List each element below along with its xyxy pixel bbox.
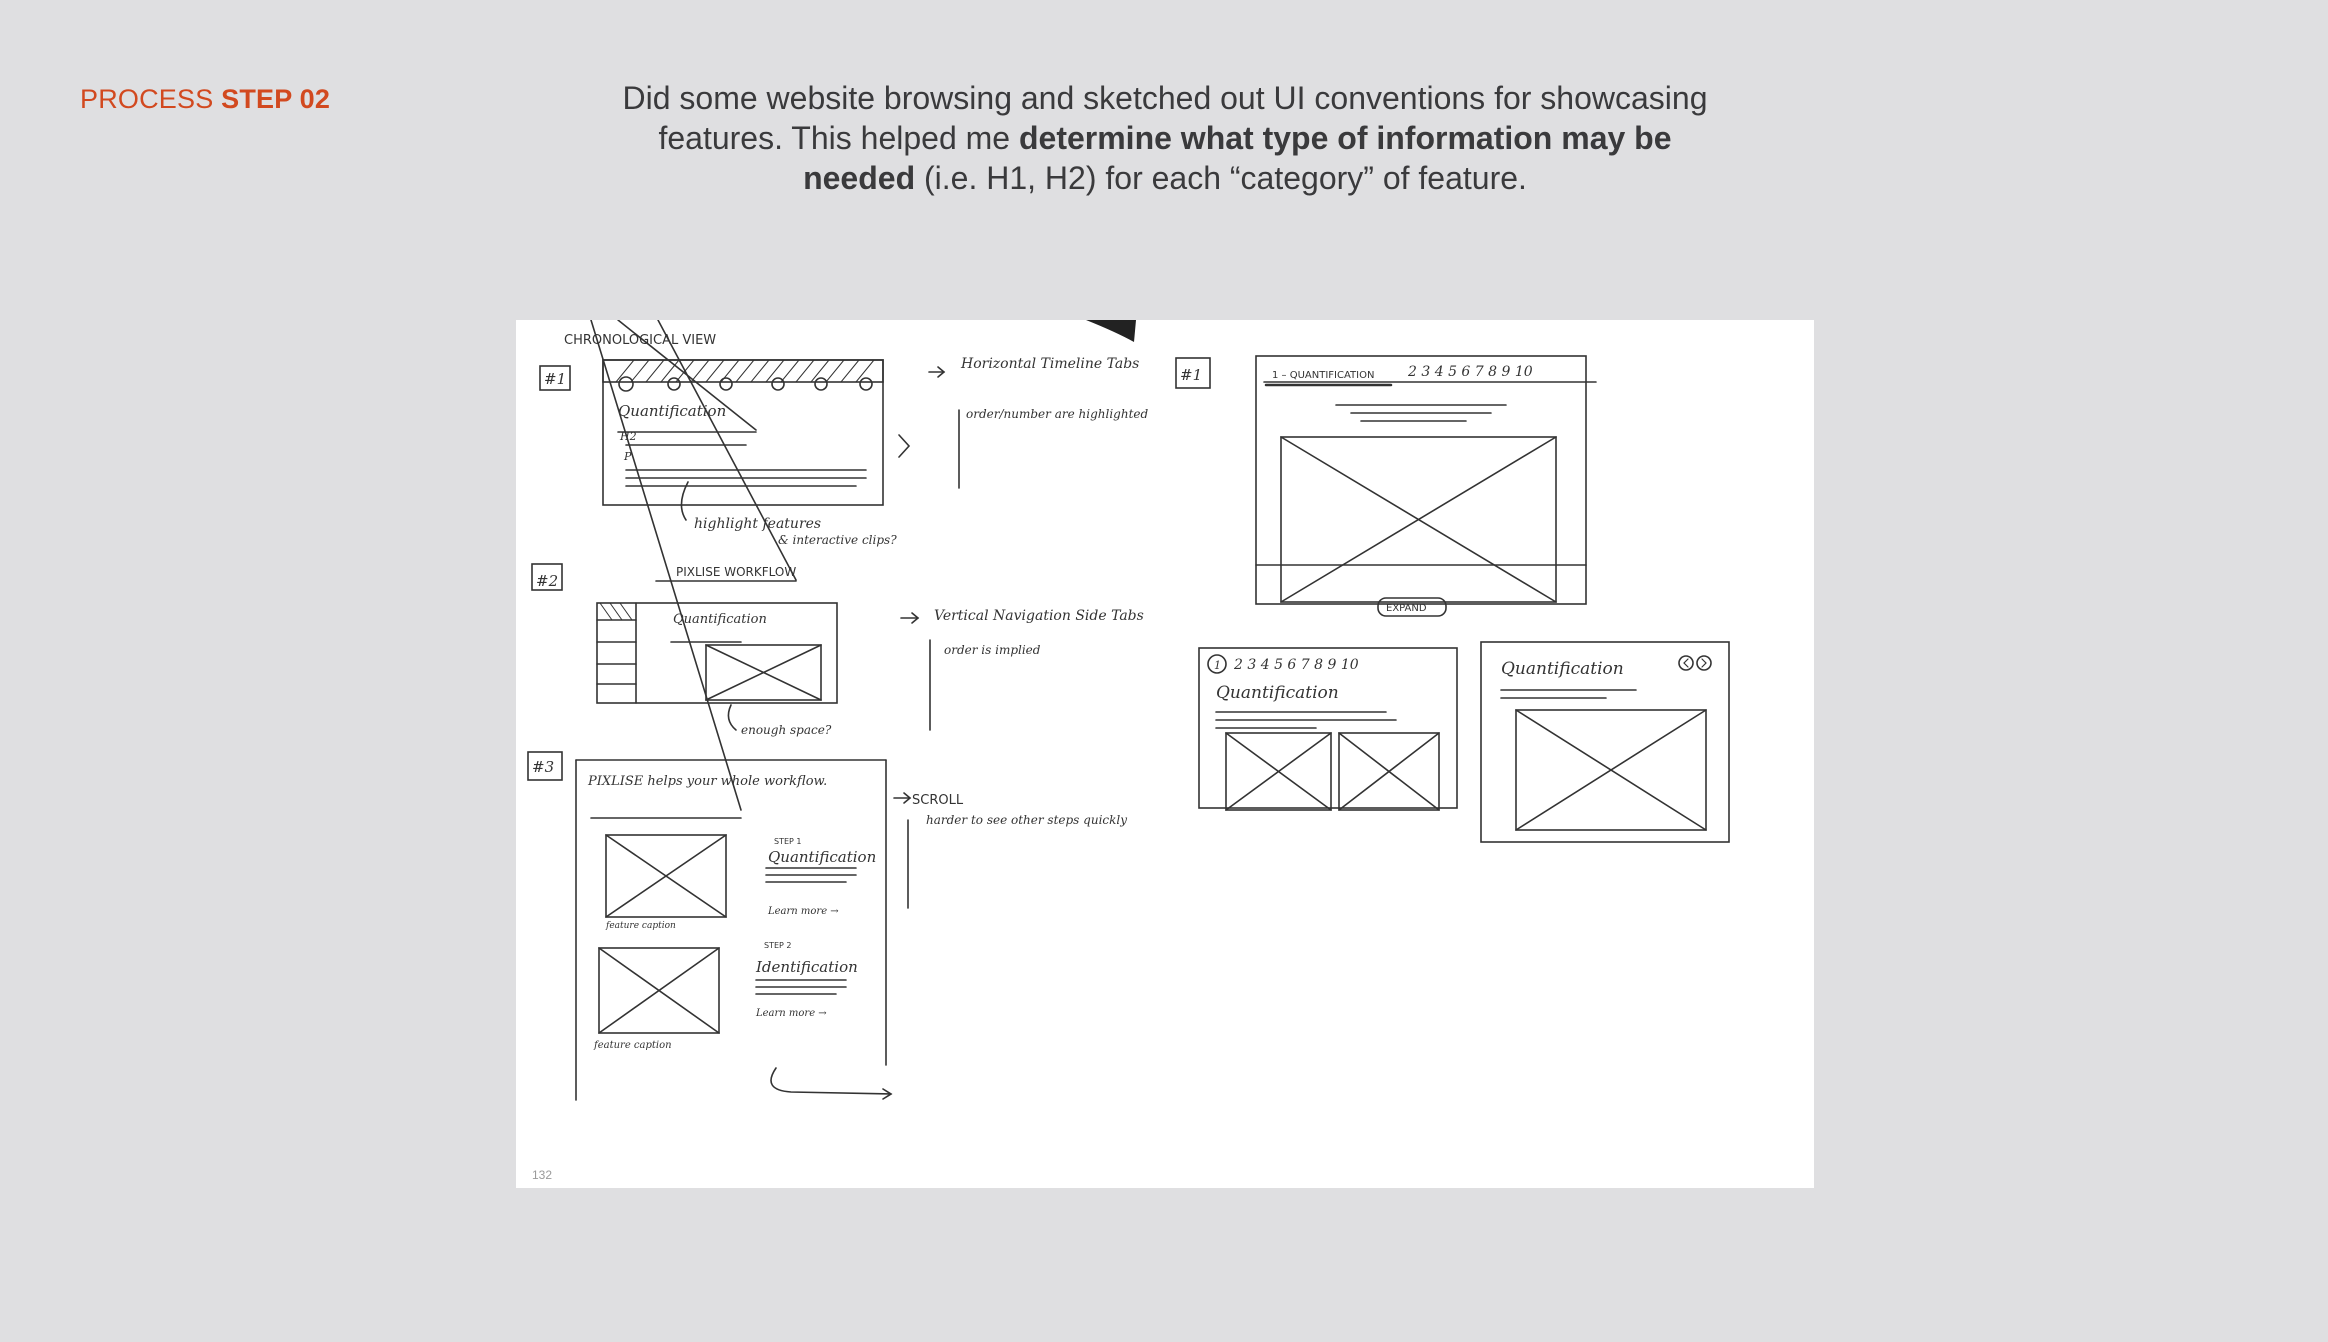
carousel-heading: Quantification	[1501, 659, 1624, 679]
opt3-note-body: harder to see other steps quickly	[926, 813, 1128, 827]
right-tab-numbers: 2 3 4 5 6 7 8 9 10	[1408, 364, 1533, 380]
intro-text-1: Did some website browsing and sketched out UI conventions for showcasing features. This helped me	[622, 80, 1708, 156]
opt3-caption-1: feature caption	[606, 921, 676, 931]
intro-text-bold: determine what type of information may be needed	[803, 120, 1672, 196]
process-step-label	[80, 84, 330, 115]
page-number: 132	[532, 1168, 553, 1182]
tag-1: #1	[544, 370, 567, 388]
opt1-p: P	[624, 450, 632, 463]
opt3-step2-link: Learn more →	[756, 1008, 827, 1019]
step-number: STEP 02	[221, 84, 331, 114]
opt2-annotation: enough space?	[741, 723, 832, 737]
right-tag: #1	[1180, 366, 1203, 384]
opt3-step1-label: STEP 1	[774, 837, 802, 846]
intro-paragraph	[600, 78, 1730, 198]
tag-2: #2	[536, 572, 559, 590]
wireframe-sketches	[516, 320, 1814, 1188]
right-tab-active: 1 – QUANTIFICATION	[1272, 370, 1375, 381]
sketch-image	[516, 320, 1814, 1188]
opt1-note-body: order/number are highlighted	[966, 407, 1149, 421]
step-prefix: PROCESS	[80, 84, 214, 114]
left-title: CHRONOLOGICAL VIEW	[564, 333, 717, 348]
opt3-step2-heading: Identification	[756, 958, 858, 976]
opt3-caption-2: feature caption	[594, 1040, 672, 1051]
tag-3: #3	[532, 758, 555, 776]
opt1-annotation2: & interactive clips?	[778, 533, 897, 547]
right-expand: EXPAND	[1386, 603, 1427, 614]
right-tab-card	[1256, 356, 1586, 604]
mini-numbers: 2 3 4 5 6 7 8 9 10	[1234, 657, 1359, 673]
opt3-step2-label: STEP 2	[764, 941, 792, 950]
mini-heading: Quantification	[1216, 683, 1339, 703]
opt1-h2: H2	[620, 430, 637, 443]
opt3-step1-link: Learn more →	[768, 906, 839, 917]
opt1-note-title: Horizontal Timeline Tabs	[961, 356, 1140, 372]
opt1-heading: Quantification	[618, 402, 727, 420]
opt2-heading: Quantification	[673, 612, 767, 627]
opt3-headline: PIXLISE helps your whole workflow.	[588, 774, 828, 789]
opt2-note-title: Vertical Navigation Side Tabs	[934, 608, 1144, 624]
intro-text-2: (i.e. H1, H2) for each “category” of feature.	[915, 160, 1527, 196]
opt2-note-body: order is implied	[944, 643, 1041, 657]
opt3-step1-heading: Quantification	[768, 848, 877, 866]
mini-active: 1	[1214, 659, 1221, 672]
opt2-title: PIXLISE WORKFLOW	[676, 565, 797, 579]
opt3-note-title: SCROLL	[912, 793, 964, 808]
opt1-annotation1: highlight features	[694, 516, 822, 532]
